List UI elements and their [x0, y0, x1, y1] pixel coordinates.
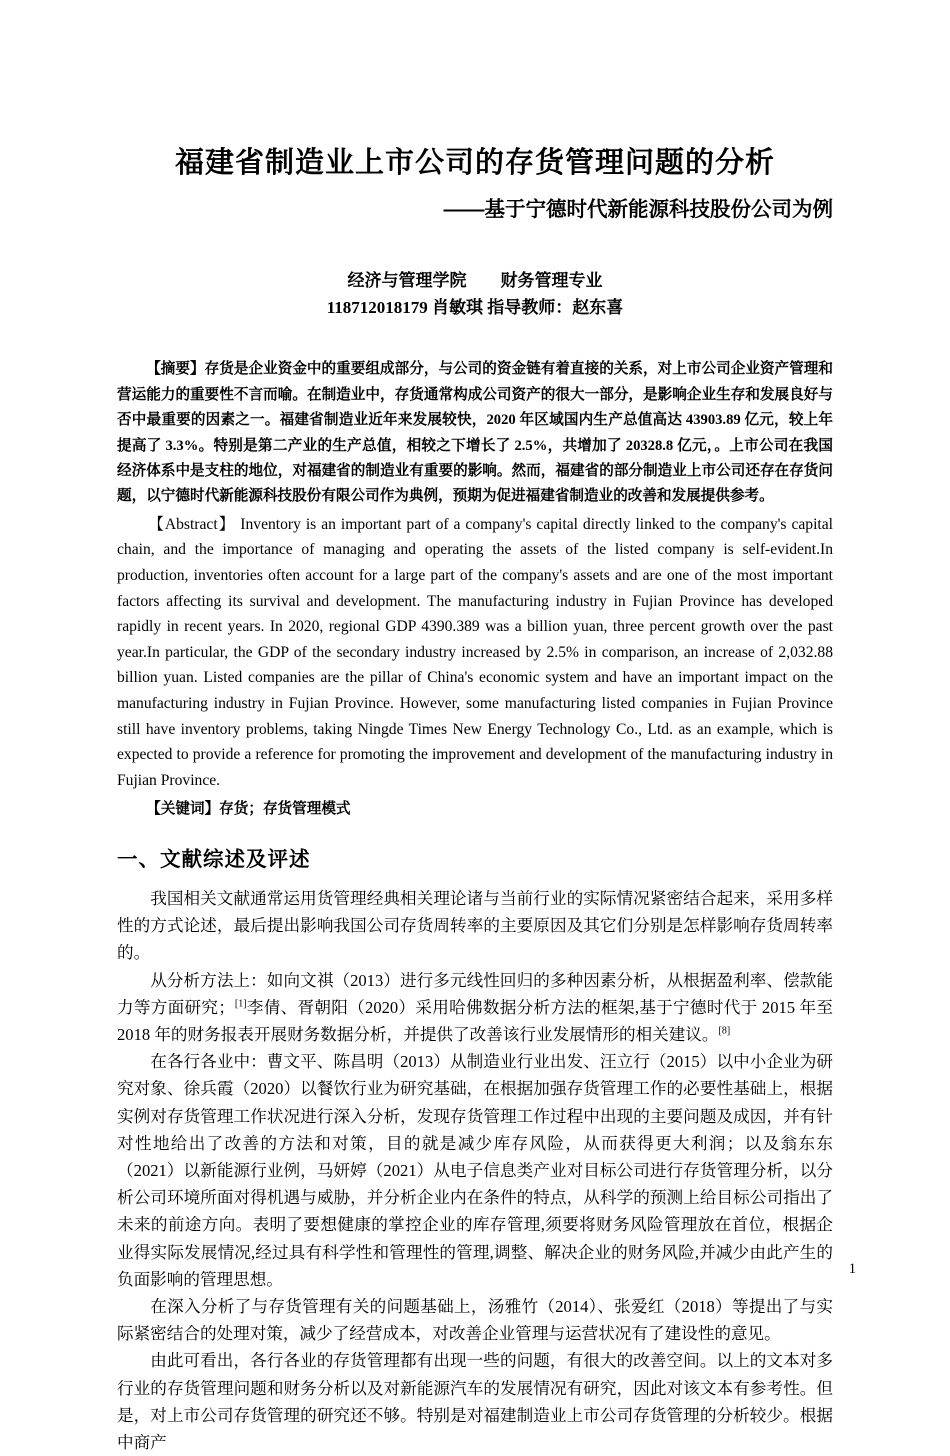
citation-marker-1: [1] [234, 998, 247, 1010]
paragraph-analysis-methods-text-1: 从分析方法上：如向文祺（2013）进行多元线性回归的多种因素分析，从根据盈利率、偿款能力等方面研究； [117, 970, 833, 1017]
abstract-chinese-label: 【摘要】 [146, 361, 205, 378]
section-body [117, 885, 833, 1456]
abstract-chinese [117, 357, 833, 509]
paragraph-conclusion: 由此可看出，各行各业的存货管理都有出现一些的问题，有很大的改善空间。以上的文本对多行业的存货管理问题和财务分析以及对新能源汽车的发展情况有研究，因此对该文本有参考性。但是，对上市公司存货管理的研究还不够。特别是对福建制造业上市公司存货管理的分析较少。根据中商产 [117, 1351, 833, 1453]
keywords-line [117, 797, 833, 822]
author-affiliation: 经济与管理学院 财务管理专业 [347, 271, 603, 291]
paragraph-countermeasures: 在深入分析了与存货管理有关的问题基础上，汤雅竹（2014）、张爱红（2018）等提出了与实际紧密结合的处理对策，减少了经营成本，对改善企业管理与运营状况有了建设性的意见。 [117, 1297, 833, 1344]
page-number: 1 [848, 1261, 856, 1277]
abstract-english-text: Inventory is an important part of a company's capital directly linked to the company's capital chain, and the importance of managing and operating the assets of the listed company is self-evident.In production, inventories often account for a large part of the company's assets and are one of the most important factors affecting its survival and development. The manufacturing industry in Fujian Province has developed rapidly in recent years. In 2020, regional GDP 4390.389 was a billion yuan, three percent growth over the past year.In particular, the GDP of the secondary industry increased by 2.5% in comparison, an increase of 2,032.88 billion yuan. Listed companies are the pillar of China's economic system and have an important impact on the manufacturing industry in Fujian Province. However, some manufacturing listed companies in Fujian Province still have inventory problems, taking Ningde Times New Energy Technology Co., Ltd. as an example, which is expected to provide a reference for promoting the improvement and development of the manufacturing industry in Fujian Province. [117, 515, 833, 789]
author-id-line: 118712018179 肖敏琪 指导教师：赵东喜 [326, 298, 624, 318]
keywords-label: 【关键词】 [146, 801, 220, 818]
document-subtitle: ——基于宁德时代新能源科技股份公司为例 [443, 197, 833, 221]
paragraph-industries: 在各行各业中：曹文平、陈昌明（2013）从制造业行业出发、汪立行（2015）以中小企业为研究对象、徐兵霞（2020）以餐饮行业为研究基础，在根据加强存货管理工作的必要性基础上，根据实例对存货管理工作状况进行深入分析，发现存货管理工作过程中出现的主要问题及成因，并有针对性地给出了改善的方法和对策，目的就是减少库存风险，从而获得更大利润；以及翁东东（2021）以新能源行业例，马妍婷（2021）从电子信息类产业对目标公司进行存货管理分析，以分析公司环境所面对得机遇与威胁，并分析企业内在条件的特点，从科学的预测上给目标公司指出了未来的前途方向。表明了要想健康的掌控企业的库存管理,须要将财务风险管理放在首位，根据企业得实际发展情况,经过具有科学性和管理性的管理,调整、解决企业的财务风险,并减少由此产生的负面影响的管理思想。 [117, 1052, 833, 1289]
document-title: 福建省制造业上市公司的存货管理问题的分析 [174, 147, 775, 179]
abstract-english-label: 【Abstract】 [148, 515, 236, 533]
paragraph-analysis-methods-text-2: 李倩、胥朝阳（2020）采用哈佛数据分析方法的框架,基于宁德时代于 2015 年至 2018 年的财务报表开展财务数据分析，并提供了改善该行业发展情形的相关建议。 [117, 997, 833, 1045]
abstract-english [117, 512, 833, 794]
citation-marker-8: [8] [718, 1025, 731, 1037]
paragraph-analysis-methods [117, 967, 833, 1049]
keywords-text: 存货；存货管理模式 [219, 801, 351, 818]
paragraph-overview: 我国相关文献通常运用货管理经典相关理论诸与当前行业的实际情况紧密结合起来，采用多样性的方式论述，最后提出影响我国公司存货周转率的主要原因及其它们分别是怎样影响存货周转率的。 [117, 889, 833, 963]
author-block [117, 267, 833, 321]
section-heading-literature-review: 一、文献综述及评述 [117, 848, 311, 872]
abstract-chinese-text: 存货是企业资金中的重要组成部分，与公司的资金链有着直接的关系，对上市公司企业资产管理和营运能力的重要性不言而喻。在制造业中，存货通常构成公司资产的很大一部分，是影响企业生存和发展良好与否中最重要的因素之一。福建省制造业近年来发展较快，2020 年区域国内生产总值高达 43903.89 亿元，较上年提高了 3.3%。特别是第二产业的生产总值，相较之下增长了 2.5%，共增加了 20328.8 亿元，。上市公司在我国经济体系中是支柱的地位，对福建省的制造业有重要的影响。然而，福建省的部分制造业上市公司还存在存货问题，以宁德时代新能源科技股份有限公司作为典例，预期为促进福建省制造业的改善和发展提供参考。 [117, 361, 833, 505]
